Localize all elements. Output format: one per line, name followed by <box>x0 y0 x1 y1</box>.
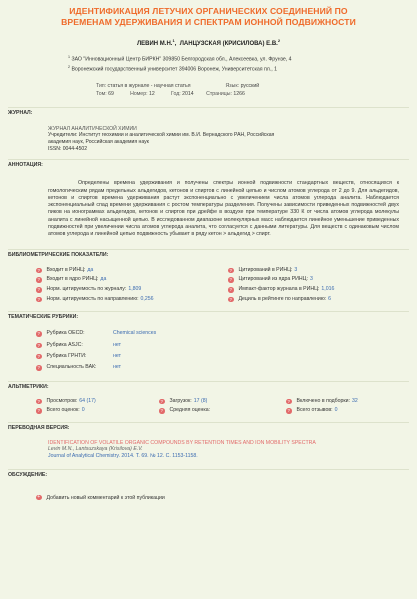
alt-views[interactable]: ? Просмотров: 64 (17) <box>37 397 96 404</box>
affiliation-1: $^1$ ЗАО "Инновационный Центр БИРКН" 309850 Белгородская обл., Алексеевка, ул. Фрунзе, 4 <box>68 55 292 63</box>
title-line-2: ВРЕМЕНАМ УДЕРЖИВАНИЯ И СПЕКТРАМ ИОННОЙ ПОДВИЖНОСТИ <box>61 17 356 27</box>
metric-impact-factor[interactable]: ? Импакт-фактор журнала в РИНЦ: 1,016 <box>229 286 335 292</box>
topic-oecd: ? Рубрика OECD: Chemical sciences <box>36 328 409 339</box>
translation-title-link[interactable]: IDENTIFICATION OF VOLATILE ORGANIC COMPOUNDS BY RETENTION TIMES AND ION MOBILITY SPECTRA <box>48 439 316 446</box>
journal-founders-2: академия наук, Российская академия наук <box>48 139 149 146</box>
journal-heading: ЖУРНАЛ: <box>8 107 409 116</box>
metric-citations-rinc[interactable]: ? Цитирований в РИНЦ: 3 <box>229 266 298 273</box>
type-label: Тип: <box>96 82 107 89</box>
number-value: 12 <box>148 91 155 98</box>
add-comment-link[interactable] <box>36 495 409 501</box>
question-icon: ? <box>229 287 232 292</box>
article-meta <box>96 82 409 99</box>
translation-authors: Levin M.N., Lantsuzskaya (Krisilova) E.V. <box>48 446 143 453</box>
topics-list <box>36 328 409 374</box>
abstract-heading: АННОТАЦИЯ: <box>8 159 409 168</box>
metric-in-rinc[interactable]: ? Входит в РИНЦ: да <box>37 266 94 273</box>
alt-downloads[interactable]: ? Загрузок: 17 (8) <box>160 397 208 404</box>
lang-value: русский <box>240 82 260 89</box>
altmetrics-heading: АЛЬТМЕТРИКИ: <box>8 381 409 390</box>
topic-grnti: ? Рубрика ГРНТИ: нет <box>37 353 121 359</box>
question-icon: ? <box>287 408 290 414</box>
question-icon: ? <box>37 408 40 414</box>
question-icon: ? <box>287 398 290 404</box>
alt-collections[interactable]: ? Включено в подборки: 32 <box>287 397 358 404</box>
topic-oecd-link[interactable]: Chemical sciences <box>113 330 157 337</box>
alt-reviews[interactable]: ? Всего отзывов: 0 <box>287 407 338 414</box>
translation-citation[interactable]: Journal of Analytical Chemistry. 2014. Т. 69. № 12. С. 1153-1158. <box>48 453 198 459</box>
metric-citations-core[interactable]: ? Цитирований из ядра РИНЦ: 3 <box>229 276 313 283</box>
publication-page <box>8 4 409 501</box>
question-icon[interactable]: ? <box>37 365 40 371</box>
authors: ЛЕВИН М.Н.$^1$, ЛАНЦУЗСКАЯ (КРИСИЛОВА) Е.В.$^2$ <box>136 38 281 47</box>
pages-label: Страницы: <box>206 91 232 98</box>
altmetrics-grid <box>36 398 409 415</box>
question-icon[interactable]: ? <box>37 331 40 337</box>
title-line-1: ИДЕНТИФИКАЦИЯ ЛЕТУЧИХ ОРГАНИЧЕСКИХ СОЕДИНЕНИЙ ПО <box>69 6 348 16</box>
author-link-2[interactable]: ЛАНЦУЗСКАЯ (КРИСИЛОВА) Е.В.$^2$ <box>179 38 281 47</box>
question-icon: ? <box>37 267 40 273</box>
question-icon: ? <box>37 287 40 292</box>
article-title <box>8 4 409 28</box>
affiliation-2: $^2$ Воронежский государственный университет 394006 Воронеж, Университетская пл., 1 <box>68 64 278 73</box>
question-icon: ? <box>229 267 232 273</box>
discussion-heading: ОБСУЖДЕНИЕ: <box>8 469 409 478</box>
question-icon: ? <box>37 277 40 283</box>
abstract-text: Определены времена удерживания и получены спектры ионной подвижности стандартных веществ, относящихся к гомологическим рядам предельных альдегидов, кетонов и спиртов с линейной цепью и числом атомов углерода от 2 до 9. Для альдегидов, кетонов и спиртов времена удерживания растут экспоненциально с увеличением числа атомов углерода аналита. Наблюдается экспоненциальный спад времени удерживания с ростом температуры разделения. Получены зависимости приведенных подвижностей двух пиков на ионограммах альдегидов, кетонов и спиртов при дрейфе в воздухе при температуре 330 К от числа атомов углерода молекулы аналита с линейной насыщенной цепью. В исследованном диапазоне молекулярных масс наблюдается линейное уменьшение приведенных подвижностей при увеличении числа атомов углерода аналита, что согласуется с данными литературы. Для веществ с одинаковым числом атомов углерода и линейной цепью подвижность убывает в ряду кетон > альдегид > спирт. <box>48 180 399 238</box>
question-icon[interactable]: ? <box>37 354 40 359</box>
alt-avg-rating[interactable]: ? Средняя оценка: <box>160 407 211 414</box>
journal-issn: ISSN: 0044-4502 <box>48 145 88 152</box>
add-comment-label: Добавить новый комментарий к этой публикации <box>46 494 165 501</box>
metrics-heading: БИБЛИОМЕТРИЧЕСКИЕ ПОКАЗАТЕЛИ: <box>8 249 409 258</box>
year-value: 2014 <box>182 91 194 98</box>
metric-norm-direction[interactable]: ? Норм. цитируемость по направлению: 0,256 <box>37 295 154 302</box>
question-icon: ? <box>229 277 232 283</box>
question-icon[interactable]: ? <box>37 342 40 348</box>
metric-decile[interactable]: ? Дециль в рейтинге по направлению: 6 <box>229 295 332 302</box>
question-icon: ? <box>229 296 232 302</box>
alt-ratings[interactable]: ? Всего оценок: 0 <box>37 407 85 414</box>
translation-block <box>48 440 409 460</box>
metric-in-core-rinc[interactable]: ? Входит в ядро РИНЦ: да <box>37 276 107 283</box>
affiliations <box>68 54 409 74</box>
topic-asjc: ? Рубрика ASJC: нет <box>37 341 121 348</box>
topic-vak: ? Специальность ВАК: нет <box>37 364 121 371</box>
number-label: Номер: <box>130 91 148 98</box>
journal-name-link[interactable]: ЖУРНАЛ АНАЛИТИЧЕСКОЙ ХИМИИ <box>48 125 137 132</box>
volume-value: 69 <box>108 91 114 98</box>
year-label: Год: <box>170 91 181 98</box>
type-value: статья в журнале - научная статья <box>107 82 191 89</box>
lang-label: Язык: <box>225 82 240 89</box>
question-icon: ? <box>37 398 40 404</box>
topics-heading: ТЕМАТИЧЕСКИЕ РУБРИКИ: <box>8 311 409 320</box>
translation-heading: ПЕРЕВОДНАЯ ВЕРСИЯ: <box>8 422 409 431</box>
metric-norm-journal[interactable]: ? Норм. цитируемость по журналу: 1,809 <box>37 286 142 292</box>
pages-value: 1266 <box>233 91 245 98</box>
question-icon: ? <box>160 398 163 404</box>
question-icon: ? <box>160 408 163 414</box>
journal-founders-1: Учредители: Институт геохимии и аналитической химии им. В.И. Вернадского РАН, Российская <box>48 132 275 139</box>
author-link-1[interactable]: ЛЕВИН М.Н.$^1$ <box>136 38 175 47</box>
journal-info <box>48 126 409 152</box>
question-icon: ? <box>37 296 40 302</box>
metrics-grid <box>36 267 409 304</box>
volume-label: Том: <box>96 91 107 98</box>
plus-icon: + <box>37 494 41 501</box>
